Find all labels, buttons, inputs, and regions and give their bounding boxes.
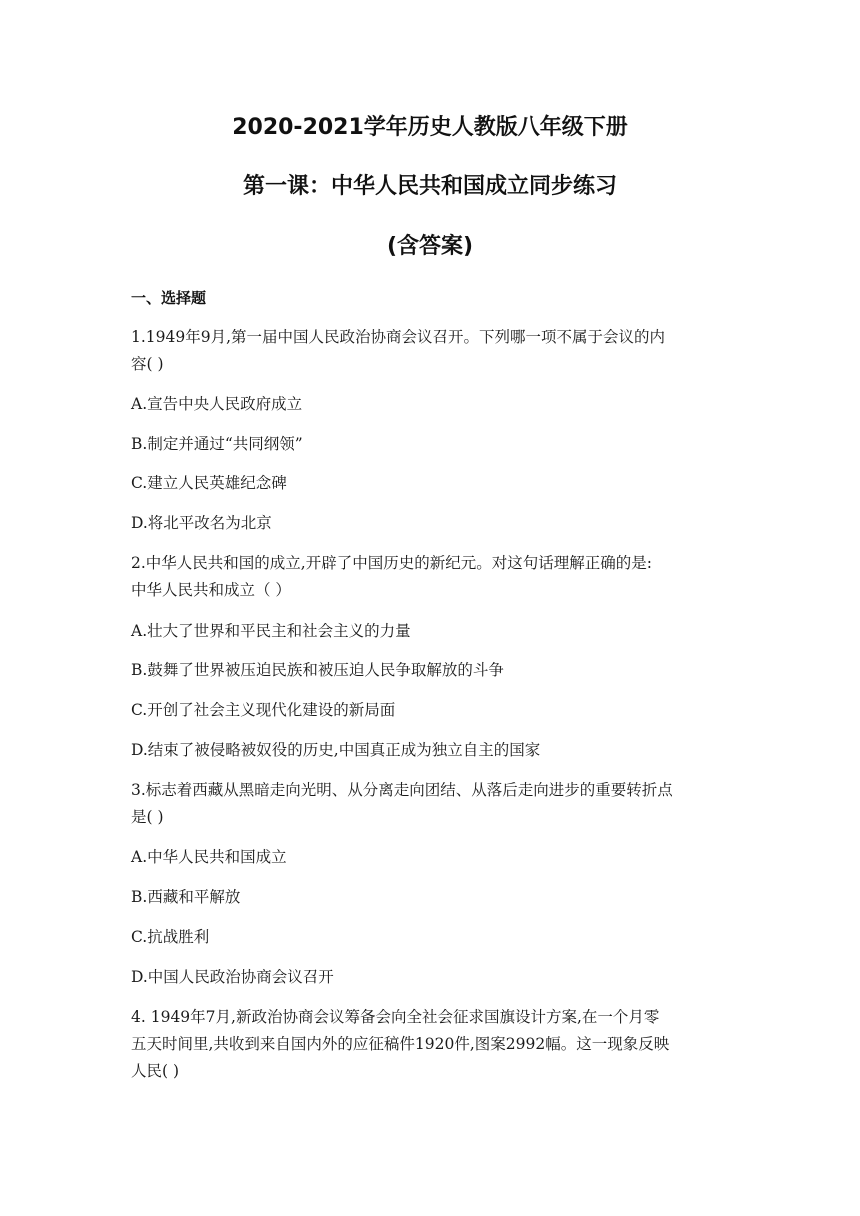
document-title: 2020-2021学年历史人教版八年级下册 bbox=[232, 115, 628, 140]
question-4-stem-line-3: 人民( ) bbox=[131, 1062, 180, 1080]
question-3-option-c: C.抗战胜利 bbox=[131, 928, 210, 946]
question-2-option-a: A.壮大了世界和平民主和社会主义的力量 bbox=[131, 622, 411, 640]
question-1-option-c: C.建立人民英雄纪念碑 bbox=[131, 474, 287, 492]
question-3-stem-line-1: 3.标志着西藏从黑暗走向光明、从分离走向团结、从落后走向进步的重要转折点 bbox=[131, 781, 673, 799]
question-4-stem-line-1: 4. 1949年7月,新政治协商会议筹备会向全社会征求国旗设计方案,在一个月零 bbox=[131, 1008, 660, 1026]
question-2-option-d: D.结束了被侵略被奴役的历史,中国真正成为独立自主的国家 bbox=[131, 741, 541, 759]
answer-note: (含答案) bbox=[386, 234, 474, 259]
question-3-option-a: A.中华人民共和国成立 bbox=[131, 848, 287, 866]
question-4-stem-line-2: 五天时间里,共收到来自国内外的应征稿件1920件,图案2992幅。这一现象反映 bbox=[131, 1035, 670, 1053]
question-1-option-b: B.制定并通过“共同纲领” bbox=[131, 435, 303, 453]
question-2-option-c: C.开创了社会主义现代化建设的新局面 bbox=[131, 701, 396, 719]
question-2-stem-line-2: 中华人民共和成立（ ） bbox=[131, 581, 291, 599]
question-2-stem-line-1: 2.中华人民共和国的成立,开辟了中国历史的新纪元。对这句话理解正确的是: bbox=[131, 554, 652, 572]
question-3-stem-line-2: 是( ) bbox=[131, 808, 164, 826]
question-1-stem-line-2: 容( ) bbox=[131, 355, 164, 373]
question-1-stem-line-1: 1.1949年9月,第一届中国人民政治协商会议召开。下列哪一项不属于会议的内 bbox=[131, 328, 666, 346]
question-1-option-a: A.宣告中央人民政府成立 bbox=[131, 395, 303, 413]
question-1-option-d: D.将北平改名为北京 bbox=[131, 514, 272, 532]
question-3-option-d: D.中国人民政治协商会议召开 bbox=[131, 968, 334, 986]
section-heading: 一、选择题 bbox=[131, 289, 207, 307]
document-subtitle: 第一课：中华人民共和国成立同步练习 bbox=[242, 174, 617, 199]
question-2-option-b: B.鼓舞了世界被压迫民族和被压迫人民争取解放的斗争 bbox=[131, 661, 504, 679]
question-3-option-b: B.西藏和平解放 bbox=[131, 888, 241, 906]
